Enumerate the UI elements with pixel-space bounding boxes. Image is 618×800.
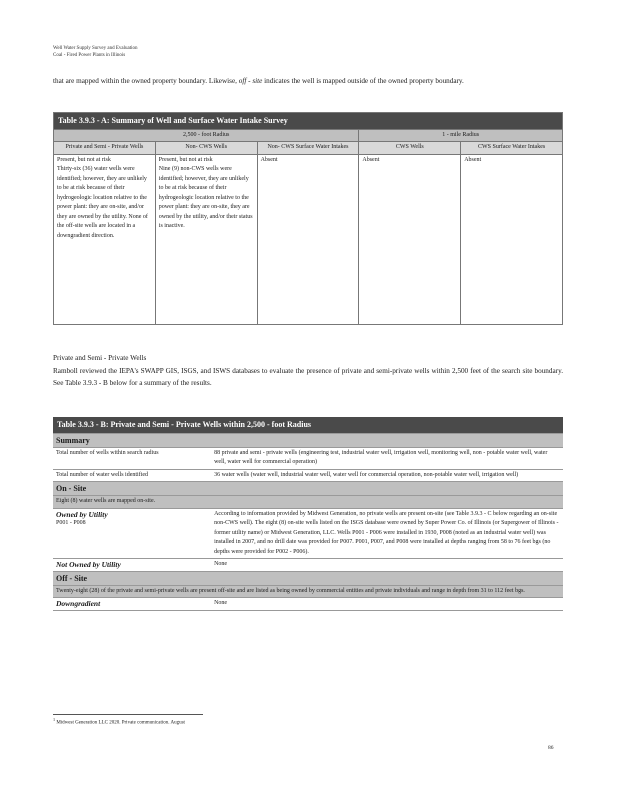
intro-paragraph (53, 75, 563, 88)
intro-text-1: that are mapped within the owned property boundary. Likewise, (53, 77, 239, 85)
table1-cell: Absent (257, 154, 359, 324)
intro-emphasis: off - site (238, 77, 263, 85)
intro-text-2: indicates the well is mapped outside of the owned property boundary. (262, 77, 464, 85)
footnote-mark: 1 (53, 717, 56, 722)
not-owned-value: None (211, 559, 563, 572)
footnote (53, 717, 453, 726)
table2-label: Total number of water wells identified (53, 469, 211, 482)
section-heading: Private and Semi - Private Wells (53, 354, 147, 362)
header-line-1: Well Water Supply Survey and Evaluation (53, 46, 138, 51)
table2-summary-header: Summary (53, 433, 563, 447)
table1-col-header: CWS Surface Water Intakes (461, 142, 563, 155)
table1-cell: Present, but not at risk Nine (9) non-CWS wells were identified; however, they are unlikely to be at risk because of their hydrogeologic location relative to the power plant: they are on-site, they are owned by the utility, and/or their status is inactive. (155, 154, 257, 324)
table2-label: Total number of wells within search radius (53, 447, 211, 469)
table-well-survey-summary (53, 112, 563, 325)
table2-title: Table 3.9.3 - B: Private and Semi - Private Wells within 2,500 - foot Radius (53, 417, 563, 433)
header-line-2: Coal - Fired Power Plants in Illinois (53, 53, 126, 58)
not-owned-label: Not Owned by Utility (53, 559, 211, 572)
table1-group-left: 2,500 - foot Radius (54, 129, 359, 142)
table2-onsite-header: On - Site (53, 482, 563, 496)
table2-value: 36 water wells (water well, industrial water well, water well for commercial operation, non-potable water well, irrigation well) (211, 469, 563, 482)
page-number: 86 (548, 745, 554, 751)
table1-col-header: CWS Wells (359, 142, 461, 155)
table1-cell: Present, but not at risk Thirty-six (36) water wells were identified; however, they are unlikely to be at risk because of their hydrogeologic location relative to the power plant: they are on-site, and/or they are owned by the utility. None of the off-site wells are located in a downgradient direction. (54, 154, 156, 324)
footnote-text: Midwest Generation LLC 2020. Private communication. August (56, 720, 185, 726)
table1-col-header: Non- CWS Surface Water Intakes (257, 142, 359, 155)
downgradient-label: Downgradient (53, 598, 211, 611)
section-text: Ramboll reviewed the IEPA's SWAPP GIS, ISGS, and ISWS databases to evaluate the presence of private and semi-private wells within 2,500 feet of the search site boundary. See Table 3.9.3 - B below for a summary of the results. (53, 366, 563, 387)
table2-offsite-text: Twenty-eight (28) of the private and semi-private wells are present off-site and are listed as being owned by commercial entities and private individuals and range in depth from 31 to 112 feet bgs. (53, 585, 563, 598)
table1-title: Table 3.9.3 - A: Summary of Well and Surface Water Intake Survey (54, 113, 563, 130)
private-wells-section (53, 352, 563, 390)
table-private-wells (53, 417, 563, 611)
running-header (53, 45, 233, 59)
table2-value: 88 private and semi - private wells (engineering test, industrial water well, irrigation well, monitoring well, non - potable water well, water well, water well for commercial operation) (211, 447, 563, 469)
table1-col-header: Non- CWS Wells (155, 142, 257, 155)
downgradient-value: None (211, 598, 563, 611)
owned-ids: P001 - P008 (56, 520, 86, 526)
table2-offsite-header: Off - Site (53, 571, 563, 585)
table1-col-header: Private and Semi - Private Wells (54, 142, 156, 155)
owned-text: According to information provided by Midwest Generation, no private wells are present on-site (see Table 3.9.3 - C below regarding an on-site non-CWS well). The eight (8) on-site wells listed on the ISGS database were owned by Super Power Co. of Illinois (or Supergower of Illinois - former utility name) or Midwest Generation, LLC. Wells P001 - P006 were installed in 1930, P008 (noted as an industrial water well) was installed in 2007, and no drill date was provided for P007. P001, P007, and P008 were installed at depths ranging from 58 to 76 feet bgs (no depths were provided for P002 - P006). (211, 508, 563, 559)
table1-cell: Absent (359, 154, 461, 324)
owned-label: Owned by Utility (56, 509, 108, 519)
table1-group-right: 1 - mile Radius (359, 129, 563, 142)
table2-onsite-row: Eight (8) water wells are mapped on-site. (53, 496, 563, 509)
footnote-divider (53, 714, 203, 715)
table1-cell: Absent (461, 154, 563, 324)
